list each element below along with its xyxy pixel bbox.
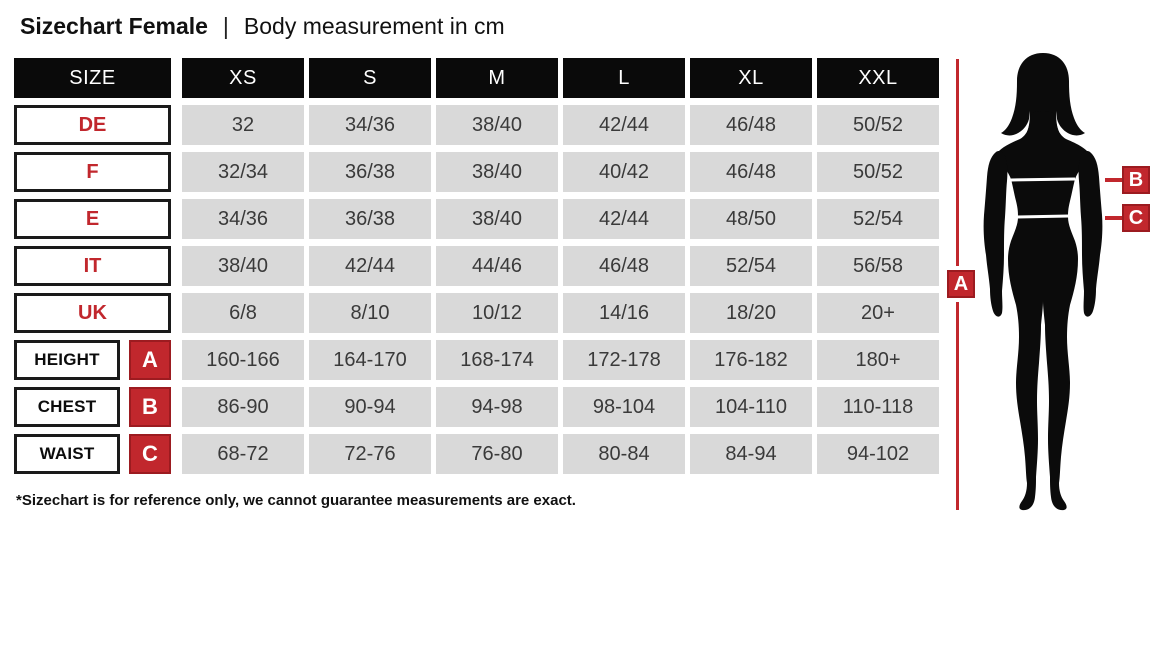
chest-cell: 104-110 <box>690 387 812 427</box>
size-cell: 48/50 <box>690 199 812 239</box>
waist-marker-tick <box>1105 216 1122 220</box>
row-label-f: F <box>14 152 171 192</box>
size-cell: 46/48 <box>563 246 685 286</box>
row-label-e: E <box>14 199 171 239</box>
table-row-it <box>14 246 939 286</box>
size-cell: 18/20 <box>690 293 812 333</box>
chest-cell: 90-94 <box>309 387 431 427</box>
col-header-xxl: XXL <box>817 58 939 98</box>
col-header-l: L <box>563 58 685 98</box>
col-header-s: S <box>309 58 431 98</box>
waist-cell: 84-94 <box>690 434 812 474</box>
size-cell: 38/40 <box>182 246 304 286</box>
size-cell: 10/12 <box>436 293 558 333</box>
figure-marker-a: A <box>947 270 975 298</box>
marker-c-badge: C <box>129 434 171 474</box>
size-cell: 46/48 <box>690 152 812 192</box>
footnote: *Sizechart is for reference only, we cannot guarantee measurements are exact. <box>16 492 576 509</box>
table-header-row <box>14 58 939 98</box>
page-title-brand: Sizechart Female <box>20 13 208 39</box>
height-cell: 160-166 <box>182 340 304 380</box>
size-cell: 46/48 <box>690 105 812 145</box>
table-row-e <box>14 199 939 239</box>
table-row-chest <box>14 387 939 427</box>
height-measure-line <box>956 59 959 266</box>
size-cell: 42/44 <box>309 246 431 286</box>
table-row-de <box>14 105 939 145</box>
figure-marker-c: C <box>1122 204 1150 232</box>
chest-line <box>1011 179 1075 180</box>
height-measure-line <box>956 302 959 510</box>
size-cell: 36/38 <box>309 199 431 239</box>
size-cell: 36/38 <box>309 152 431 192</box>
size-cell: 52/54 <box>690 246 812 286</box>
size-cell: 34/36 <box>309 105 431 145</box>
height-cell: 176-182 <box>690 340 812 380</box>
row-label-waist: WAIST <box>14 434 120 474</box>
row-label-chest: CHEST <box>14 387 120 427</box>
size-cell: 42/44 <box>563 199 685 239</box>
waist-cell: 76-80 <box>436 434 558 474</box>
size-column-header: SIZE <box>14 58 171 98</box>
chest-marker-tick <box>1105 178 1122 182</box>
figure-marker-b: B <box>1122 166 1150 194</box>
height-cell: 180+ <box>817 340 939 380</box>
size-cell: 38/40 <box>436 105 558 145</box>
col-header-xs: XS <box>182 58 304 98</box>
table-row-f <box>14 152 939 192</box>
table-row-height <box>14 340 939 380</box>
page-subtitle: Body measurement in cm <box>243 13 505 39</box>
chest-cell: 86-90 <box>182 387 304 427</box>
silhouette-left-arm <box>984 151 1008 317</box>
chest-cell: 110-118 <box>817 387 939 427</box>
size-cell: 44/46 <box>436 246 558 286</box>
marker-a-badge: A <box>129 340 171 380</box>
title-separator: | <box>222 13 229 39</box>
row-label-height: HEIGHT <box>14 340 120 380</box>
marker-b-badge: B <box>129 387 171 427</box>
row-label-de: DE <box>14 105 171 145</box>
waist-cell: 94-102 <box>817 434 939 474</box>
size-cell: 14/16 <box>563 293 685 333</box>
female-silhouette-figure <box>978 53 1112 513</box>
size-cell: 32 <box>182 105 304 145</box>
height-cell: 172-178 <box>563 340 685 380</box>
row-label-it: IT <box>14 246 171 286</box>
size-cell: 6/8 <box>182 293 304 333</box>
row-label-waist-group <box>14 434 171 474</box>
height-cell: 168-174 <box>436 340 558 380</box>
size-cell: 52/54 <box>817 199 939 239</box>
silhouette-right-arm <box>1079 151 1103 317</box>
waist-cell: 80-84 <box>563 434 685 474</box>
size-cell: 50/52 <box>817 105 939 145</box>
row-label-uk: UK <box>14 293 171 333</box>
col-header-xl: XL <box>690 58 812 98</box>
row-label-chest-group <box>14 387 171 427</box>
height-cell: 164-170 <box>309 340 431 380</box>
silhouette-body <box>996 111 1090 510</box>
size-cell: 20+ <box>817 293 939 333</box>
row-label-height-group <box>14 340 171 380</box>
waist-line <box>1017 216 1069 217</box>
waist-cell: 72-76 <box>309 434 431 474</box>
size-cell: 56/58 <box>817 246 939 286</box>
size-cell: 40/42 <box>563 152 685 192</box>
table-row-uk <box>14 293 939 333</box>
waist-cell: 68-72 <box>182 434 304 474</box>
col-header-m: M <box>436 58 558 98</box>
size-cell: 42/44 <box>563 105 685 145</box>
page-title <box>20 13 505 40</box>
table-row-waist <box>14 434 939 474</box>
size-cell: 32/34 <box>182 152 304 192</box>
chest-cell: 98-104 <box>563 387 685 427</box>
size-cell: 8/10 <box>309 293 431 333</box>
size-cell: 34/36 <box>182 199 304 239</box>
size-cell: 50/52 <box>817 152 939 192</box>
size-cell: 38/40 <box>436 199 558 239</box>
chest-cell: 94-98 <box>436 387 558 427</box>
size-cell: 38/40 <box>436 152 558 192</box>
sizechart-table <box>14 58 939 481</box>
